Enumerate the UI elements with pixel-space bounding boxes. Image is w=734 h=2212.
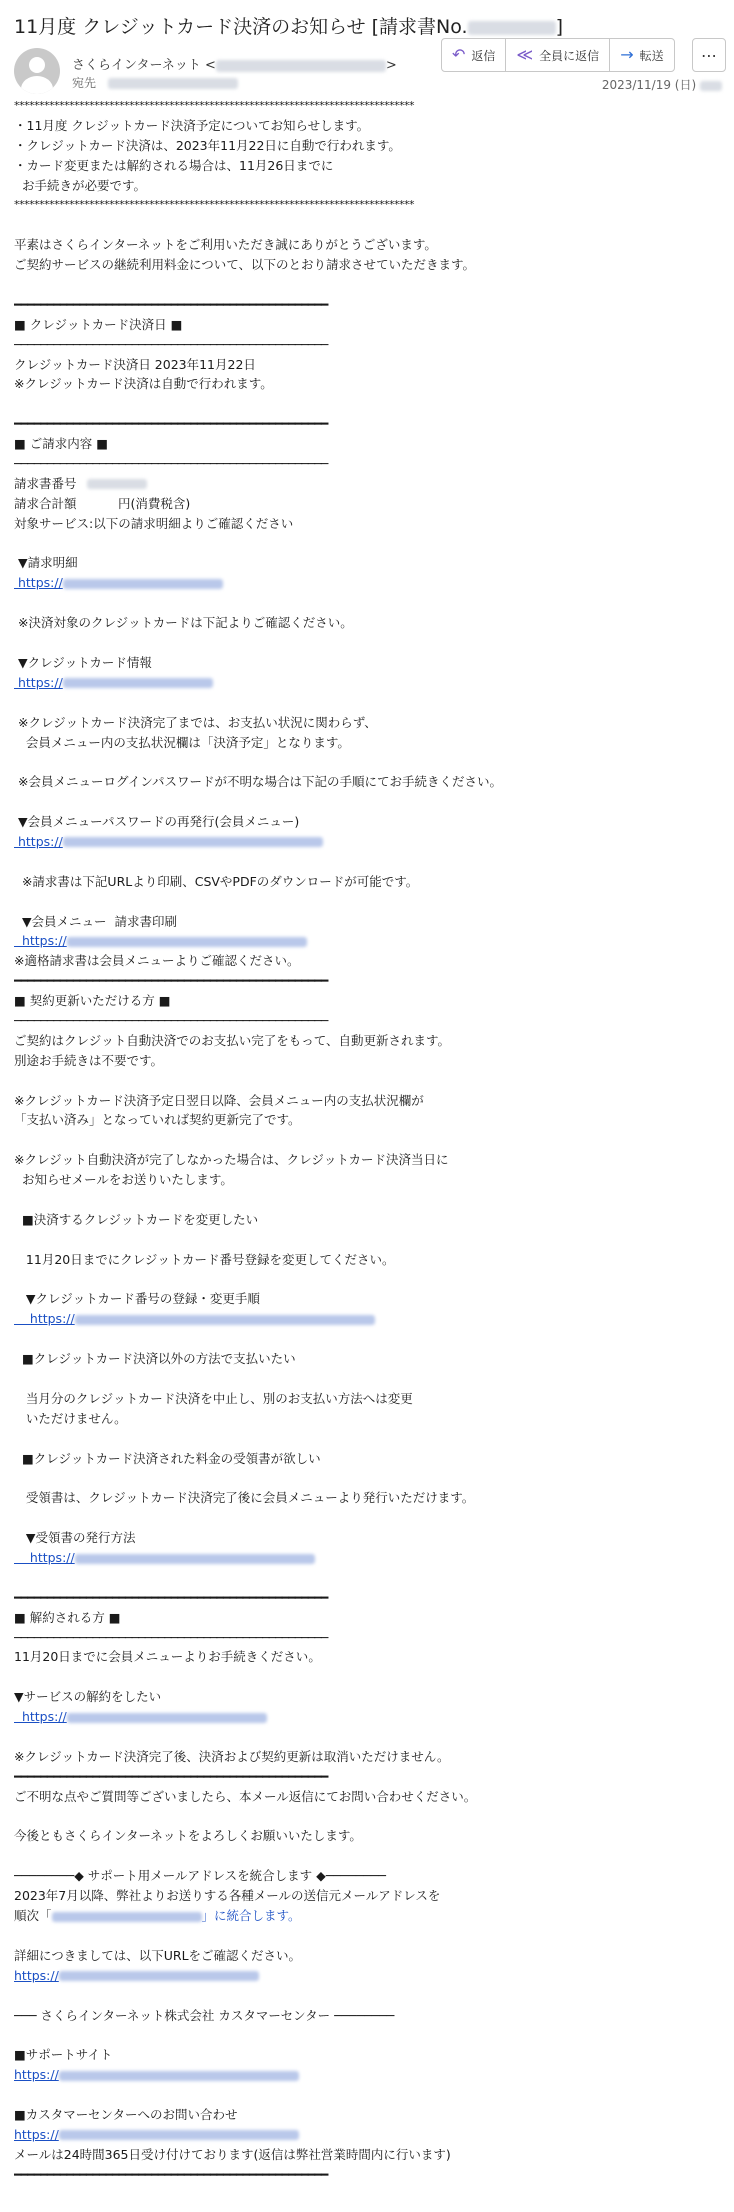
redacted-url — [59, 2130, 299, 2140]
body-line-text: ▼受領書の発行方法 — [14, 1530, 136, 1546]
body-line — [14, 892, 726, 912]
body-line-text: ────────◆ サポート用メールアドレスを統合します ◆──────── — [14, 1868, 386, 1884]
body-line — [14, 1110, 726, 1130]
body-line — [14, 1528, 726, 1548]
body-line — [14, 374, 726, 394]
body-line-text: ─── さくらインターネット株式会社 カスタマーセンター ──────── — [14, 2007, 395, 2023]
body-line — [14, 613, 726, 633]
body-link[interactable] — [14, 1309, 726, 1329]
body-line-text: ■クレジットカード決済以外の方法で支払いたい — [14, 1351, 296, 1367]
more-icon: ⋯ — [701, 45, 717, 65]
redacted-sender-address — [216, 60, 386, 72]
forward-label: 転送 — [639, 48, 664, 63]
body-line-text: 詳細につきましては、以下URLをご確認ください。 — [14, 1947, 302, 1963]
body-line — [14, 275, 726, 295]
body-line — [14, 1628, 726, 1648]
body-line-text: ━━━━━━━━━━━━━━━━━━━━━━━━━━━━━━━━━━━━━━━━━━━━━━━━ — [14, 296, 328, 312]
body-line — [14, 1429, 726, 1449]
body-line — [14, 1409, 726, 1429]
redacted-url — [63, 579, 223, 589]
body-line — [14, 1767, 726, 1787]
body-line — [14, 733, 726, 753]
body-line — [14, 255, 726, 275]
body-line — [14, 534, 726, 554]
body-link[interactable] — [14, 1966, 726, 1986]
body-link[interactable] — [14, 673, 726, 693]
body-line — [14, 1747, 726, 1767]
body-line-text: ******************************************************************************** — [14, 198, 414, 212]
body-line-text: ・11月度 クレジットカード決済予定についてお知らせします。 — [14, 117, 370, 133]
body-line-text: お手続きが必要です。 — [14, 177, 146, 193]
body-link[interactable] — [14, 832, 726, 852]
subject-text: 11月度 クレジットカード決済のお知らせ [請求書No. — [14, 16, 468, 38]
redacted-url — [59, 1971, 259, 1981]
body-line-text: https:// — [14, 1709, 67, 1725]
body-line-text: ■サポートサイト — [14, 2047, 113, 2063]
body-line — [14, 872, 726, 892]
body-line-text: https:// — [14, 674, 63, 690]
body-line — [14, 1568, 726, 1588]
body-line-text: 11月20日までに会員メニューよりお手続きください。 — [14, 1649, 321, 1665]
body-line-text: 請求書番号 — [14, 475, 77, 491]
body-line — [14, 215, 726, 235]
body-line — [14, 553, 726, 573]
body-line-text: https:// — [14, 1311, 75, 1327]
body-line — [14, 792, 726, 812]
body-line — [14, 1667, 726, 1687]
reply-all-icon: ≪ — [516, 45, 534, 64]
body-line-text: ※会員メニューログインパスワードが不明な場合は下記の手順にてお手続きください。 — [14, 774, 502, 790]
body-link[interactable] — [14, 1707, 726, 1727]
body-line-text: ▼会員メニューパスワードの再発行(会員メニュー) — [14, 814, 300, 830]
body-line — [14, 1886, 726, 1906]
date-text: 2023/11/19 (日) — [601, 78, 697, 92]
body-line-text: https:// — [14, 1550, 75, 1566]
body-link[interactable] — [14, 2065, 726, 2085]
body-line — [14, 1687, 726, 1707]
body-line — [14, 951, 726, 971]
reply-icon: ↶ — [452, 45, 466, 64]
reply-button[interactable] — [442, 39, 506, 71]
body-line-text: ※請求書は下記URLより印刷、CSVやPDFのダウンロードが可能です。 — [14, 873, 419, 889]
body-line-text: ******************************************************************************** — [14, 99, 414, 112]
body-line-text: ▼請求明細 — [14, 555, 78, 571]
body-line — [14, 2145, 726, 2165]
body-line-text: ■ 解約される方 ■ — [14, 1609, 121, 1625]
sender-close: > — [385, 58, 397, 73]
body-line-text: ※クレジットカード決済完了までは、お支払い状況に関わらず、 — [14, 714, 377, 730]
body-line-text: 受領書は、クレジットカード決済完了後に会員メニューより発行いただけます。 — [14, 1490, 475, 1506]
body-line — [14, 1051, 726, 1071]
body-line — [14, 1866, 726, 1886]
body-line — [14, 1468, 726, 1488]
body-line — [14, 1190, 726, 1210]
redacted-time — [700, 81, 722, 91]
body-line — [14, 971, 726, 991]
body-line-text: ご契約サービスの継続利用料金について、以下のとおり請求させていただきます。 — [14, 257, 476, 273]
body-line — [14, 1926, 726, 1946]
body-line — [14, 1946, 726, 1966]
body-line-text: ━━━━━━━━━━━━━━━━━━━━━━━━━━━━━━━━━━━━━━━━━━━━━━━━ — [14, 416, 328, 432]
body-line — [14, 474, 726, 494]
forward-button[interactable] — [610, 39, 673, 71]
body-line-text: 別途お手続きは不要です。 — [14, 1052, 164, 1068]
body-line — [14, 494, 726, 514]
body-line — [14, 713, 726, 733]
body-line — [14, 315, 726, 335]
body-line-text: ■ クレジットカード決済日 ■ — [14, 316, 183, 332]
body-line — [14, 991, 726, 1011]
body-line-text: 会員メニュー内の支払状況欄は「決済予定」となります。 — [14, 734, 350, 750]
body-line-text: ━━━━━━━━━━━━━━━━━━━━━━━━━━━━━━━━━━━━━━━━━━━━━━━━ — [14, 2166, 328, 2182]
body-line-text: ご契約はクレジット自動決済でのお支払い完了をもって、自動更新されます。 — [14, 1032, 450, 1048]
body-line-text: ・クレジットカード決済は、2023年11月22日に自動で行われます。 — [14, 137, 401, 153]
body-line — [14, 1091, 726, 1111]
body-line — [14, 394, 726, 414]
body-line-text: ■ 契約更新いただける方 ■ — [14, 993, 171, 1009]
body-line — [14, 136, 726, 156]
subject-close: ] — [555, 16, 564, 38]
recipient-line — [72, 74, 238, 91]
body-line — [14, 1846, 726, 1866]
body-line-text: https:// — [14, 933, 67, 949]
body-line-text: 2023年7月以降、弊社よりお送りする各種メールの送信元メールアドレスを — [14, 1888, 441, 1904]
body-line — [14, 772, 726, 792]
sender-line[interactable] — [72, 54, 397, 73]
body-line — [14, 355, 726, 375]
to-label: 宛先 — [72, 76, 97, 90]
reply-all-label: 全員に返信 — [539, 48, 600, 63]
redacted-url — [75, 1554, 315, 1564]
body-line — [14, 812, 726, 832]
redacted-url — [75, 1315, 375, 1325]
body-line — [14, 1369, 726, 1389]
body-line-text: いただけません。 — [14, 1410, 127, 1426]
body-line — [14, 653, 726, 673]
more-actions-button[interactable] — [692, 38, 726, 72]
body-line-text: ━━━━━━━━━━━━━━━━━━━━━━━━━━━━━━━━━━━━━━━━━━━━━━━━ — [14, 1589, 328, 1605]
body-line-text: ▼サービスの解約をしたい — [14, 1689, 162, 1705]
body-line — [14, 1130, 726, 1150]
email-subject — [14, 12, 563, 39]
body-line — [14, 1389, 726, 1409]
body-line — [14, 2025, 726, 2045]
reply-all-button[interactable] — [506, 39, 610, 71]
body-line — [14, 1807, 726, 1827]
body-line — [14, 1508, 726, 1528]
body-line — [14, 1787, 726, 1807]
redacted-url — [59, 2071, 299, 2081]
redacted-url — [63, 837, 323, 847]
body-line — [14, 1031, 726, 1051]
body-line-text: ──────────────────────────────────────────────── — [14, 1012, 328, 1028]
body-line — [14, 1071, 726, 1091]
body-line-text: ※クレジットカード決済完了後、決済および契約更新は取消いただけません。 — [14, 1748, 450, 1764]
body-line-text: 今後ともさくらインターネットをよろしくお願いいたします。 — [14, 1828, 362, 1844]
body-line-text: ──────────────────────────────────────────────── — [14, 336, 328, 352]
body-line-text: ■カスタマーセンターへのお問い合わせ — [14, 2106, 238, 2122]
body-link[interactable] — [14, 1548, 726, 1568]
body-line — [14, 1349, 726, 1369]
redacted-email-address — [52, 1912, 202, 1922]
body-line — [14, 1826, 726, 1846]
body-line-text: お知らせメールをお送りいたします。 — [14, 1172, 233, 1188]
body-line — [14, 1150, 726, 1170]
body-line — [14, 1588, 726, 1608]
body-line-text: ━━━━━━━━━━━━━━━━━━━━━━━━━━━━━━━━━━━━━━━━━━━━━━━━ — [14, 1768, 328, 1784]
redacted-url — [67, 937, 307, 947]
body-line — [14, 1250, 726, 1270]
email-body — [14, 96, 726, 2185]
body-line-text: ■決済するクレジットカードを変更したい — [14, 1211, 259, 1227]
body-link[interactable] — [14, 931, 726, 951]
body-line-text: 平素はさくらインターネットをご利用いただき誠にありがとうございます。 — [14, 237, 437, 253]
message-date — [602, 76, 722, 93]
body-line-text: ※クレジットカード決済は自動で行われます。 — [14, 376, 273, 392]
body-line — [14, 1011, 726, 1031]
body-line-text: ※クレジットカード決済予定日翌日以降、会員メニュー内の支払状況欄が — [14, 1092, 424, 1108]
body-line-text: ご不明な点やご質問等ございましたら、本メール返信にてお問い合わせください。 — [14, 1788, 477, 1804]
body-line — [14, 1449, 726, 1469]
body-line-tail: 」に統合します。 — [201, 1908, 301, 1924]
body-line-text: クレジットカード決済日 2023年11月22日 — [14, 356, 256, 372]
body-line-text: ━━━━━━━━━━━━━━━━━━━━━━━━━━━━━━━━━━━━━━━━━━━━━━━━ — [14, 973, 328, 989]
body-line-text: https:// — [14, 833, 63, 849]
body-line — [14, 514, 726, 534]
body-line — [14, 195, 726, 215]
redacted-invoice-id — [87, 479, 147, 489]
body-line — [14, 852, 726, 872]
body-line — [14, 1608, 726, 1628]
body-line — [14, 1170, 726, 1190]
body-line-text: 11月20日までにクレジットカード番号登録を変更してください。 — [14, 1251, 395, 1267]
body-line-text: https:// — [14, 2126, 59, 2142]
body-line-text: ・カード変更または解約される場合は、11月26日までに — [14, 157, 334, 173]
body-line-text: 当月分のクレジットカード決済を中止し、別のお支払い方法へは変更 — [14, 1390, 413, 1406]
message-action-bar — [441, 38, 675, 72]
body-line-text: ──────────────────────────────────────────────── — [14, 456, 328, 472]
body-line-text: https:// — [14, 2067, 59, 2083]
body-line — [14, 176, 726, 196]
body-line — [14, 1986, 726, 2006]
body-line-text: ※決済対象のクレジットカードは下記よりご確認ください。 — [14, 615, 353, 631]
redacted-recipient — [108, 78, 238, 89]
body-line-text: ▼クレジットカード情報 — [14, 654, 152, 670]
reply-label: 返信 — [471, 48, 496, 63]
body-line — [14, 1906, 726, 1926]
body-line-text: ■ ご請求内容 ■ — [14, 436, 109, 452]
body-line-text: ※適格請求書は会員メニューよりご確認ください。 — [14, 953, 300, 969]
body-line-text: ▼クレジットカード番号の登録・変更手順 — [14, 1291, 260, 1307]
body-line — [14, 335, 726, 355]
body-line — [14, 156, 726, 176]
body-line — [14, 1210, 726, 1230]
body-line-text: https:// — [14, 575, 63, 591]
body-line — [14, 2105, 726, 2125]
body-line-text: 請求合計額 円(消費税含) — [14, 495, 191, 511]
body-line — [14, 1727, 726, 1747]
body-line-text: 順次「 — [14, 1908, 52, 1924]
body-line-text: ※クレジット自動決済が完了しなかった場合は、クレジットカード決済当日に — [14, 1152, 449, 1168]
body-line — [14, 2006, 726, 2026]
body-line — [14, 1488, 726, 1508]
forward-icon: → — [620, 45, 634, 64]
body-line-text: ──────────────────────────────────────────────── — [14, 1629, 328, 1645]
body-line — [14, 2165, 726, 2185]
body-line — [14, 912, 726, 932]
body-line-text: https:// — [14, 1967, 59, 1983]
body-line — [14, 1230, 726, 1250]
body-line-text: ▼会員メニュー 請求書印刷 — [14, 913, 178, 929]
body-line — [14, 633, 726, 653]
redacted-url — [67, 1713, 267, 1723]
body-line — [14, 752, 726, 772]
body-line — [14, 434, 726, 454]
body-line — [14, 235, 726, 255]
body-line — [14, 1647, 726, 1667]
body-link[interactable] — [14, 2125, 726, 2145]
body-line — [14, 414, 726, 434]
body-line — [14, 1289, 726, 1309]
body-line — [14, 454, 726, 474]
sender-avatar — [14, 48, 60, 94]
body-line-text: メールは24時間365日受け付けております(返信は弊社営業時間内に行います) — [14, 2146, 451, 2162]
body-line — [14, 2045, 726, 2065]
body-line-text: 「支払い済み」となっていれば契約更新完了です。 — [14, 1112, 301, 1128]
sender-name: さくらインターネット < — [72, 58, 216, 73]
body-line — [14, 2085, 726, 2105]
body-line — [14, 295, 726, 315]
body-line-text: ■クレジットカード決済された料金の受領書が欲しい — [14, 1450, 321, 1466]
body-line — [14, 1270, 726, 1290]
body-line — [14, 1329, 726, 1349]
redacted-url — [63, 678, 213, 688]
body-line — [14, 96, 726, 116]
body-line — [14, 593, 726, 613]
body-line — [14, 693, 726, 713]
body-line — [14, 116, 726, 136]
redacted-invoice-number — [468, 21, 556, 35]
body-line-text: 対象サービス:以下の請求明細よりご確認ください — [14, 515, 294, 531]
body-link[interactable] — [14, 573, 726, 593]
